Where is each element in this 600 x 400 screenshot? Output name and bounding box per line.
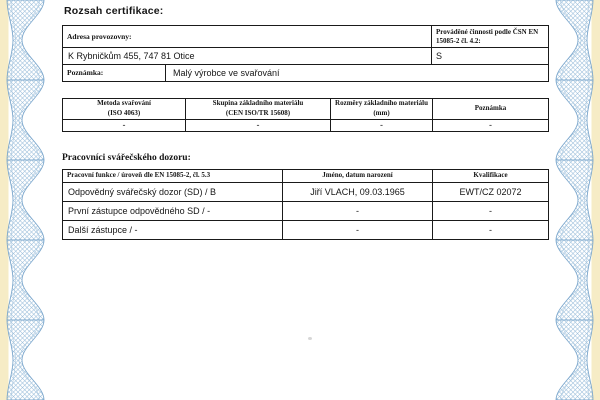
header-metoda-svarovani — [63, 98, 186, 119]
supervisor-row-2 — [63, 201, 549, 220]
supervisor-function-cell: Odpovědný svářečský dozor (SD) / B — [63, 182, 283, 201]
value-poznamka: - — [433, 119, 549, 131]
note-row — [63, 64, 549, 81]
welding-table-header-row — [63, 98, 549, 119]
supervisor-name-cell: Jiří VLACH, 09.03.1965 — [283, 182, 433, 201]
activities-header-cell: Prováděné činnosti podle ČSN EN 15085-2 čl. 4.2: — [432, 26, 549, 48]
header-rozmery-materialu — [331, 98, 433, 119]
supervisors-table — [62, 169, 549, 240]
supervisor-qualification-cell: EWT/CZ 02072 — [433, 182, 549, 201]
address-header-cell: Adresa provozovny: — [63, 26, 432, 48]
header-line: (mm) — [373, 108, 390, 117]
value-metoda: - — [63, 119, 186, 131]
supervisor-name-cell: - — [283, 220, 433, 239]
welding-parameters-table — [62, 98, 549, 132]
section-title-pracovnici: Pracovníci svářečského dozoru: — [62, 152, 191, 163]
header-jmeno: Jméno, datum narození — [283, 169, 433, 182]
header-skupina-materialu — [186, 98, 331, 119]
section-title-rozsah: Rozsah certifikace: — [64, 5, 164, 17]
document-content — [62, 0, 548, 240]
header-poznamka — [433, 98, 549, 119]
header-line: Rozměry základního materiálu — [335, 99, 428, 108]
supervisor-row-3 — [63, 220, 549, 239]
value-skupina: - — [186, 119, 331, 131]
address-value-cell: K Rybničkům 455, 747 81 Otice — [63, 47, 432, 64]
header-kvalifikace: Kvalifikace — [433, 169, 549, 182]
header-line: Metoda svařování — [97, 99, 151, 108]
note-value-cell: Malý výrobce ve svařování — [166, 64, 549, 81]
scan-artifact — [308, 337, 312, 340]
address-table-header-row — [63, 26, 549, 48]
header-line: (CEN ISO/TR 15608) — [225, 108, 291, 117]
supervisor-qualification-cell: - — [433, 201, 549, 220]
supervisor-name-cell: - — [283, 201, 433, 220]
activities-value-cell: S — [432, 47, 549, 64]
address-table — [62, 25, 549, 82]
header-pracovni-funkce: Pracovní funkce / úroveň dle EN 15085-2, čl. 5.3 — [63, 169, 283, 182]
supervisors-header-row — [63, 169, 549, 182]
supervisor-function-cell: Další zástupce / - — [63, 220, 283, 239]
supervisor-row-1 — [63, 182, 549, 201]
header-line: Skupina základního materiálu — [212, 99, 304, 108]
welding-table-value-row — [63, 119, 549, 131]
header-line: (ISO 4063) — [107, 108, 141, 117]
value-rozmery: - — [331, 119, 433, 131]
address-value-row — [63, 47, 549, 64]
header-line: Poznámka — [474, 104, 507, 113]
supervisor-function-cell: První zástupce odpovědného SD / - — [63, 201, 283, 220]
supervisor-qualification-cell: - — [433, 220, 549, 239]
note-label-cell: Poznámka: — [63, 64, 166, 81]
